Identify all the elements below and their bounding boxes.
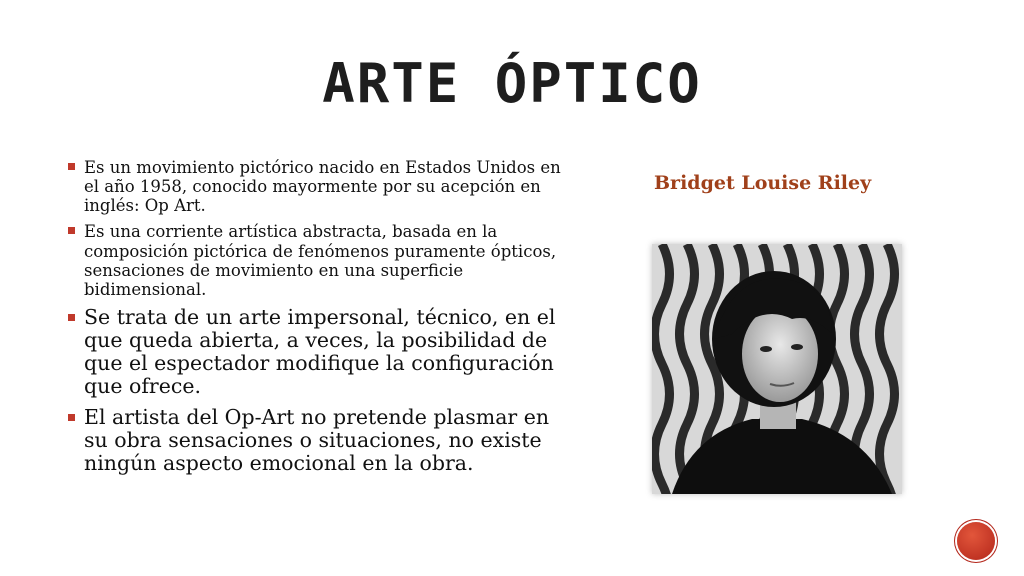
bullet-item [66, 406, 566, 475]
bullet-text: Se trata de un arte impersonal, técnico, en el que queda abierta, a veces, la posibilidad de que el espectador modifique la configuración que ofrece. [84, 304, 556, 398]
bullet-text: Es un movimiento pictórico nacido en Estados Unidos en el año 1958, conocido mayormente por su acepción en inglés: Op Art. [84, 158, 561, 216]
photo-caption: Bridget Louise Riley [654, 172, 872, 194]
bullet-item [66, 158, 566, 215]
slide-title: ARTE ÓPTICO [322, 52, 702, 115]
bullet-item [66, 222, 566, 299]
bullet-item [66, 306, 566, 398]
bullet-square-icon [68, 227, 75, 234]
portrait-photo [652, 244, 902, 494]
bullet-text: El artista del Op-Art no pretende plasmar en su obra sensaciones o situaciones, no existe ningún aspecto emocional en la obra. [84, 404, 550, 475]
bullet-list [66, 158, 566, 483]
portrait-illustration [652, 244, 902, 494]
bullet-square-icon [68, 314, 75, 321]
bullet-square-icon [68, 163, 75, 170]
page-marker-circle-icon [957, 522, 995, 560]
bullet-square-icon [68, 414, 75, 421]
bullet-text: Es una corriente artística abstracta, basada en la composición pictórica de fenómenos puramente ópticos, sensaciones de movimiento en una superficie bidimensional. [84, 222, 557, 299]
